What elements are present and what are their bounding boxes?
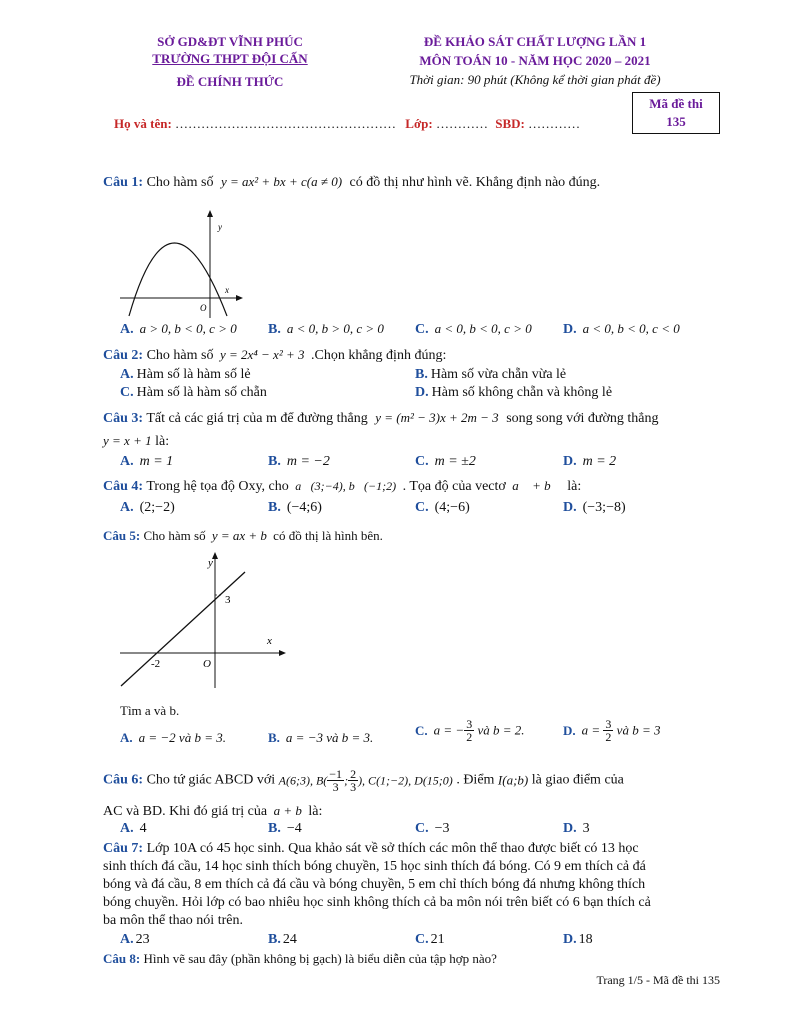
class-blank: ………… — [435, 116, 488, 131]
question-5-option-a[interactable] — [120, 730, 226, 746]
question-1-option-a[interactable] — [120, 321, 237, 338]
graph-y-label: y — [218, 222, 222, 232]
graph-origin-label: O — [203, 658, 211, 670]
option-text: a = −2 và b = 3. — [138, 730, 226, 745]
option-text: a > 0, b < 0, c > 0 — [139, 321, 237, 336]
parabola-curve — [129, 243, 227, 316]
question-1-text-b: có đồ thị như hình vẽ. Khẳng định nào đúng. — [349, 175, 601, 190]
option-letter: B. — [268, 932, 281, 947]
option-text: (2;−2) — [139, 500, 175, 515]
option-text: m = 1 — [139, 454, 174, 469]
denominator: 2 — [466, 730, 473, 744]
sbd-label: SBD: — [495, 116, 525, 131]
question-7-label: Câu 7: — [103, 841, 144, 856]
option-letter: C. — [415, 722, 428, 738]
question-2-label: Câu 2: — [103, 348, 144, 363]
denominator: 2 — [605, 730, 612, 744]
question-2-option-a[interactable] — [120, 367, 251, 383]
question-2 — [103, 346, 446, 365]
question-7-line-2: sinh thích đá cầu, 14 học sinh thích bóng chuyền, 15 học sinh thích đá bóng. Có 9 em thích cả đá — [103, 859, 646, 874]
graph-x-label: x — [225, 285, 229, 295]
question-5-option-c[interactable] — [415, 718, 524, 743]
student-info-line — [114, 116, 580, 132]
option-letter: D. — [563, 932, 577, 947]
sbd-blank: ………… — [528, 116, 581, 131]
question-3 — [103, 409, 658, 428]
option-text: 23 — [135, 932, 150, 947]
question-6-label: Câu 6: — [103, 772, 144, 788]
question-1-option-d[interactable] — [563, 321, 680, 338]
question-3-option-d[interactable] — [563, 454, 616, 470]
numerator: 2 — [350, 767, 357, 781]
class-label: Lớp: — [405, 116, 433, 131]
option-text: 21 — [430, 932, 445, 947]
option-text: −3 — [434, 821, 450, 836]
question-3-text-b: song song với đường thẳng — [506, 411, 659, 426]
question-7-option-a[interactable] — [120, 932, 150, 948]
question-5-option-d[interactable] — [563, 718, 660, 743]
question-4-formula-2: a⃗ + b⃗ — [512, 478, 561, 493]
option-text-post: và b = 2. — [474, 722, 525, 738]
question-1-option-b[interactable] — [268, 321, 384, 338]
option-letter: A. — [120, 322, 134, 337]
name-blank: …………………………………………… — [175, 116, 397, 131]
option-text: 3 — [582, 821, 590, 836]
question-3-formula-2: y = x + 1 — [103, 433, 152, 448]
option-letter: D. — [415, 385, 429, 400]
option-text: 18 — [578, 932, 593, 947]
question-4-text-c: là: — [567, 479, 582, 494]
question-7-line-4: bóng chuyền. Hỏi lớp có bao nhiêu học sinh không thích cả ba môn nói trên biết có 6 bạn thích cả — [103, 895, 651, 910]
option-letter: A. — [120, 454, 134, 469]
question-6-text-c: là giao điểm của — [531, 772, 624, 788]
option-text-pre: a = − — [433, 722, 465, 738]
option-letter: B. — [268, 500, 281, 515]
graph-y-intercept-label: 3 — [225, 594, 231, 606]
option-letter: D. — [563, 500, 577, 515]
option-letter: B. — [268, 454, 281, 469]
question-3-text: Tất cả các giá trị của m để đường thẳng — [146, 411, 368, 426]
question-6-line-2-end: là: — [308, 804, 323, 819]
question-6-option-c[interactable] — [415, 821, 450, 837]
option-text: a = −3 và b = 3. — [285, 730, 374, 745]
question-6-line-2-text: AC và BD. Khi đó giá trị của — [103, 804, 268, 819]
graph-x-label: x — [267, 635, 272, 647]
question-5-label: Câu 5: — [103, 528, 141, 543]
option-text: m = 2 — [582, 454, 617, 469]
question-4 — [103, 477, 581, 496]
option-text: 24 — [282, 932, 297, 947]
question-2-option-c[interactable] — [120, 385, 267, 401]
question-3-line-2 — [103, 432, 169, 451]
question-6-formula-b: ), C(1;−2), D(15;0) — [358, 773, 453, 788]
option-text: Hàm số là hàm số chẵn — [136, 385, 267, 400]
question-5-formula: y = ax + b — [211, 528, 267, 543]
option-text: (−4;6) — [286, 500, 322, 515]
option-text: −4 — [286, 821, 302, 836]
option-letter: B. — [268, 821, 281, 836]
option-letter: C. — [415, 821, 429, 836]
question-6-option-a[interactable] — [120, 821, 147, 837]
question-3-option-a[interactable] — [120, 454, 173, 470]
question-1 — [103, 173, 600, 192]
fraction — [464, 718, 474, 743]
question-4-formula: a⃗(3;−4), b⃗(−1;2) — [295, 479, 397, 493]
official-label: ĐỀ CHÍNH THỨC — [176, 74, 284, 89]
question-1-label: Câu 1: — [103, 175, 144, 190]
question-7-option-b[interactable] — [268, 932, 297, 948]
name-label: Họ và tên: — [114, 116, 172, 131]
function-line — [121, 572, 245, 686]
option-text: Hàm số vừa chẵn vừa lẻ — [430, 367, 567, 382]
question-8-text: Hình vẽ sau đây (phần không bị gạch) là biểu diễn của tập hợp nào? — [143, 951, 497, 966]
graph-origin-label: O — [200, 303, 207, 313]
option-letter: A. — [120, 730, 133, 745]
question-7-line-5: ba môn thể thao nói trên. — [103, 913, 243, 928]
question-3-text-c: là: — [155, 434, 170, 449]
question-6-text: Cho tứ giác ABCD với — [146, 772, 276, 788]
option-letter: C. — [415, 454, 429, 469]
question-3-formula: y = (m² − 3)x + 2m − 3 — [375, 410, 499, 425]
question-3-label: Câu 3: — [103, 411, 144, 426]
graph-y-label: y — [208, 557, 213, 569]
question-6-formula-2: I(a;b) — [497, 772, 529, 788]
numerator: −1 — [329, 767, 343, 781]
option-text: 4 — [139, 821, 147, 836]
option-letter: A. — [120, 932, 134, 947]
question-7-option-c[interactable] — [415, 932, 445, 948]
option-text: (−3;−8) — [582, 500, 626, 515]
option-letter: D. — [563, 821, 577, 836]
question-2-formula: y = 2x⁴ − x² + 3 — [219, 347, 305, 362]
question-6-line-2 — [103, 802, 322, 821]
question-2-text-b: .Chọn khẳng định đúng: — [311, 348, 447, 363]
question-4-option-d[interactable] — [563, 500, 626, 516]
option-letter: B. — [268, 322, 281, 337]
fraction-1 — [327, 768, 344, 793]
question-6-option-d[interactable] — [563, 821, 590, 837]
question-2-option-b[interactable] — [415, 367, 566, 383]
question-5-text: Cho hàm số — [143, 528, 206, 543]
question-4-option-a[interactable] — [120, 500, 175, 516]
option-letter: C. — [415, 932, 429, 947]
question-5 — [103, 527, 383, 545]
exam-title: ĐỀ KHẢO SÁT CHẤT LƯỢNG LẦN 1 — [423, 34, 647, 49]
option-letter: C. — [120, 385, 134, 400]
question-6-formula-a: A(6;3), B( — [278, 773, 328, 788]
line-graph — [115, 550, 290, 690]
fraction — [603, 718, 613, 743]
option-text: a < 0, b < 0, c > 0 — [434, 321, 532, 336]
fraction-2 — [348, 768, 358, 793]
option-letter: A. — [120, 367, 134, 382]
exam-code-value: 135 — [666, 114, 686, 129]
option-text: m = −2 — [286, 454, 330, 469]
option-text: Hàm số không chẵn và không lẻ — [431, 385, 613, 400]
question-4-option-b[interactable] — [268, 500, 322, 516]
question-8 — [103, 950, 497, 968]
option-letter: D. — [563, 722, 576, 738]
question-1-option-c[interactable] — [415, 321, 532, 338]
denominator: 3 — [332, 780, 339, 794]
option-letter: B. — [415, 367, 428, 382]
graph-x-intercept-label: -2 — [151, 658, 161, 670]
option-text: a < 0, b < 0, c < 0 — [582, 321, 680, 336]
question-4-text: Trong hệ tọa độ Oxy, cho — [146, 479, 289, 494]
option-letter: A. — [120, 500, 134, 515]
school-name: TRƯỜNG THPT ĐỘI CẤN — [152, 51, 308, 66]
question-7-option-d[interactable] — [563, 932, 593, 948]
denominator: 3 — [350, 780, 357, 794]
question-7-line-1: Lớp 10A có 45 học sinh. Qua khảo sát về sở thích các môn thể thao được biết có 13 học — [146, 841, 639, 856]
option-text: a < 0, b > 0, c > 0 — [286, 321, 384, 336]
option-letter: A. — [120, 821, 134, 836]
option-letter: D. — [563, 322, 577, 337]
question-7 — [103, 840, 728, 930]
exam-code-label: Mã đề thi — [649, 96, 703, 111]
option-text: (4;−6) — [434, 500, 470, 515]
question-3-option-b[interactable] — [268, 454, 330, 470]
question-6-formula-3: a + b — [273, 803, 302, 818]
question-2-text: Cho hàm số — [146, 348, 214, 363]
exam-time: Thời gian: 90 phút (Không kể thời gian phát đề) — [409, 72, 661, 87]
page-footer: Trang 1/5 - Mã đề thi 135 — [596, 973, 720, 987]
question-5-text-b: có đồ thị là hình bên. — [273, 528, 383, 543]
question-4-option-c[interactable] — [415, 500, 470, 516]
exam-code-box — [632, 92, 720, 134]
question-3-option-c[interactable] — [415, 454, 476, 470]
question-8-label: Câu 8: — [103, 951, 141, 966]
question-5-option-b[interactable] — [268, 730, 373, 746]
question-6-option-b[interactable] — [268, 821, 302, 837]
department-name: SỞ GD&ĐT VĨNH PHÚC — [157, 34, 303, 49]
question-7-line-3: bóng và đá cầu, 8 em thích cả đá cầu và bóng chuyền, 5 em chỉ thích bóng đá nhưng không thích — [103, 877, 646, 892]
parabola-graph — [115, 208, 245, 320]
question-6-separator: ; — [344, 773, 349, 788]
question-2-option-d[interactable] — [415, 385, 612, 401]
option-text-pre: a = — [581, 722, 604, 738]
question-4-label: Câu 4: — [103, 479, 144, 494]
option-text: m = ±2 — [434, 454, 476, 469]
question-6-text-b: . Điểm — [456, 772, 495, 788]
option-letter: C. — [415, 500, 429, 515]
question-1-text: Cho hàm số — [146, 175, 214, 190]
subject-title: MÔN TOÁN 10 - NĂM HỌC 2020 – 2021 — [419, 53, 651, 68]
option-letter: D. — [563, 454, 577, 469]
option-letter: C. — [415, 322, 429, 337]
option-letter: B. — [268, 730, 280, 745]
numerator: 3 — [466, 717, 473, 731]
numerator: 3 — [605, 717, 612, 731]
option-text-post: và b = 3 — [613, 722, 661, 738]
question-1-formula: y = ax² + bx + c(a ≠ 0) — [220, 174, 343, 189]
question-4-text-b: . Tọa độ của vectơ — [402, 479, 506, 494]
question-6 — [103, 768, 624, 793]
question-5-ask: Tìm a và b. — [120, 703, 180, 718]
option-text: Hàm số là hàm số lẻ — [136, 367, 251, 382]
